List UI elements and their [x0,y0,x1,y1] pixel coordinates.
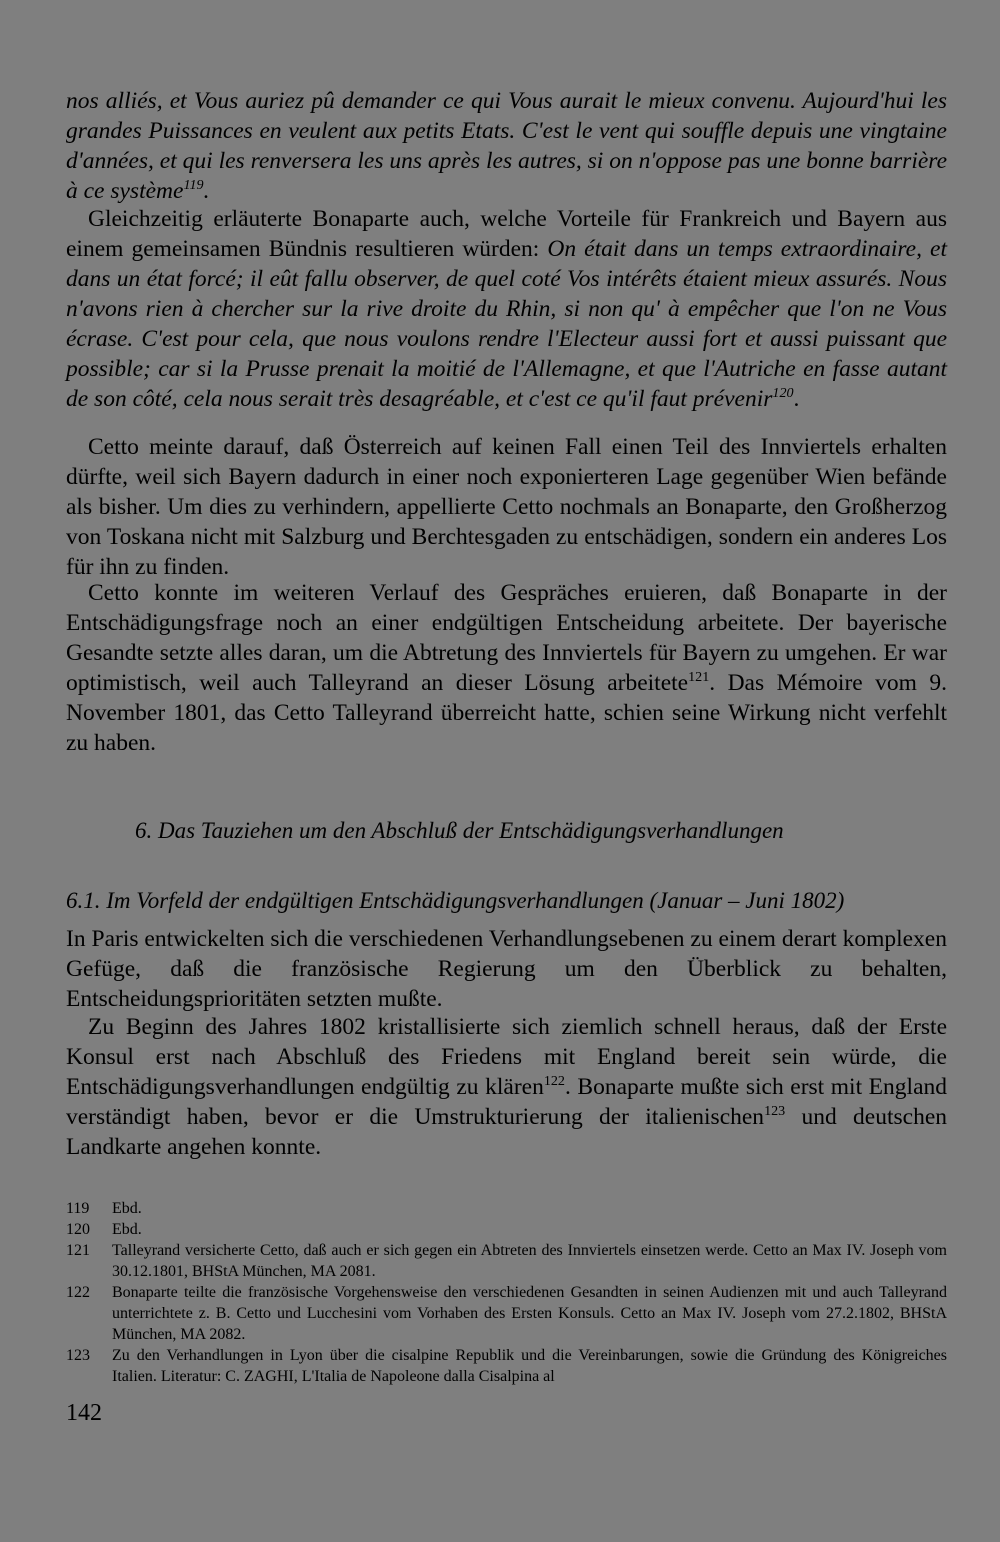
footnote [66,1198,947,1219]
paragraph-paris-negotiations [66,924,947,1014]
footnote-number: 121 [66,1242,90,1259]
paragraph-text: nos alliés, et Vous auriez pû demander ce qui Vous aurait le mieux convenu. Aujourd'hui les grandes Puissances en veulent aux petits Etats. C'est le vent qui souffle depuis une vingtaine d'années, et qui les renversera les uns après les autres, si on n'oppose pas une bonne barrière à ce système [66,88,947,204]
paragraph-text: Zu Beginn des Jahres 1802 kristallisierte sich ziemlich schnell heraus, daß der Erste Konsul erst nach Abschluß des Friedens mit England bereit sein würde, die Entschädigungsverhandlungen endgültig zu klären [66,1014,947,1100]
footnote-ref-122: 122 [543,1073,565,1090]
paragraph-quote: On était dans un temps extraordinaire, et dans un état forcé; il eût fallu observer, de quel coté Vos intérêts étaient mieux assurés. Nous n'avons rien à chercher sur la rive droite du Rhin, si non qu' à empêcher que l'on ne Vous écrase. C'est pour cela, que nous voulons rendre l'Electeur aussi fort et aussi puissant que possible; car si la Prusse prenait la moitié de l'Allemagne, et que l'Autriche en fasse autant de son côté, cela nous serait très desagréable, et c'est ce qu'il faut prévenir [66,236,947,412]
footnote-text: Talleyrand versicherte Cetto, daß auch er sich gegen ein Abtreten des Innviertels einsetzen werde. Cetto an Max IV. Joseph vom 30.12.1801, BHStA München, MA 2081. [112,1242,947,1280]
footnote-number: 123 [66,1347,90,1364]
footnote [66,1219,947,1240]
footnote [66,1240,947,1282]
paragraph-bonaparte-advantages [66,204,947,414]
paragraph-text-continued: . Das Mémoire vom 9. November 1801, das Cetto Talleyrand überreicht hatte, schien seine Wirkung nicht verfehlt zu haben. [66,670,947,756]
subsection-heading: 6.1. Im Vorfeld der endgültigen Entschädigungsverhandlungen (Januar – Juni 1802) [66,888,845,913]
paragraph-cetto-negotiation [66,578,947,758]
paragraph-text: Cetto konnte im weiteren Verlauf des Gespräches eruieren, daß Bonaparte in der Entschädigungsfrage noch an einer endgültigen Entscheidung arbeitete. Der bayerische Gesandte setzte alles daran, um die Abtretung des Innviertels für Bayern zu umgehen. Er war optimistisch, weil auch Talleyrand an dieser Lösung arbeitete [66,580,947,696]
paragraph-text: Cetto meinte darauf, daß Österreich auf keinen Fall einen Teil des Innviertels erhalten dürfte, weil sich Bayern dadurch in einer noch exponierteren Lage gegenüber Wien befände als bisher. Um dies zu verhindern, appellierte Cetto nochmals an Bonaparte, den Großherzog von Toskana nicht mit Salzburg und Berchtesgaden zu entschädigen, sondern ein anderes Los für ihn zu finden. [66,434,947,580]
footnote-text: Bonaparte teilte die französische Vorgehensweise den verschiedenen Gesandten in seinen Audienzen mit und auch Talleyrand unterrichtete z. B. Cetto und Lucchesini vom Vorhaben des Ersten Konsuls. Cetto an Max IV. Joseph vom 27.2.1802, BHStA München, MA 2082. [112,1284,947,1343]
footnote-ref-123: 123 [764,1103,786,1120]
paragraph-cetto-austria [66,432,947,582]
footnote-text: Zu den Verhandlungen in Lyon über die cisalpine Republik und die Vereinbarungen, sowie die Gründung des Königreiches Italien. Literatur: C. ZAGHI, L'Italia de Napoleone dalla Cisalpina al [112,1347,947,1385]
paragraph-text-end: und deutschen Landkarte angehen konnte. [66,1104,947,1160]
footnote [66,1345,947,1387]
footnote-ref-121: 121 [688,669,710,686]
paragraph-end: . [793,386,800,412]
paragraph-text-continued: . Bonaparte mußte sich erst mit England verständigt haben, bevor er die Umstrukturierung der italienischen [66,1074,947,1130]
footnote-number: 120 [66,1221,90,1238]
footnote-number: 119 [66,1200,90,1217]
footnotes [66,1198,947,1387]
paragraph-text: Gleichzeitig erläuterte Bonaparte auch, welche Vorteile für Frankreich und Bayern aus einem gemeinsamen Bündnis resultieren würden: [66,206,947,262]
footnote-text: Ebd. [112,1221,142,1238]
page-number: 142 [66,1400,102,1426]
footnote-ref-120: 120 [772,385,794,402]
footnote [66,1282,947,1345]
paragraph-year-1802 [66,1012,947,1162]
paragraph-french-quote: nos alliés, et Vous auriez pû demander ce qui Vous aurait le mieux convenu. Aujourd'hui les grandes Puissances en veulent aux petits Etats. C'est le vent qui souffle depuis une vingtaine d'années, et qui les renversera les uns après les autres, si on n'oppose pas une bonne barrière à ce système$^{119}$. [66,88,947,204]
footnote-number: 122 [66,1284,90,1301]
footnote-text: Ebd. [112,1200,142,1217]
section-heading: 6. Das Tauziehen um den Abschluß der Entschädigungsverhandlungen [135,818,784,843]
footnote-ref-119: 119 [183,177,204,194]
paragraph-text: In Paris entwickelten sich die verschiedenen Verhandlungsebenen zu einem derart komplexen Gefüge, daß die französische Regierung um den Überblick zu behalten, Entscheidungsprioritäten setzten mußte. [66,926,947,1012]
